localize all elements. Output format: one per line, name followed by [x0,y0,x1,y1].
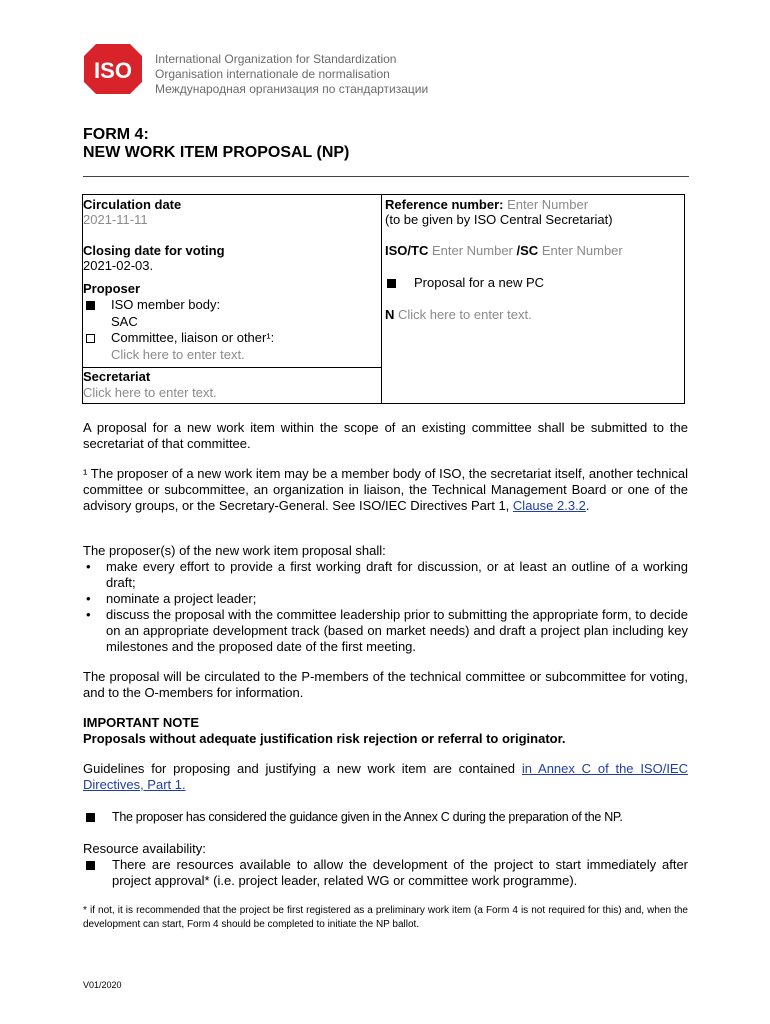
committee-label: Committee, liaison or other¹: [111,330,275,345]
secretariat-value[interactable]: Click here to enter text. [83,385,217,400]
guidance-check-label: The proposer has considered the guidance given in the Annex C during the preparation of the NP. [112,810,623,824]
reference-number-value[interactable]: Enter Number [507,197,589,212]
proposers-intro: The proposer(s) of the new work item proposal shall: [83,543,386,558]
n-label: N [385,307,395,322]
member-body-value[interactable]: SAC [111,314,138,329]
annex-c-link[interactable]: in Annex C of the ISO/IEC Directives, Part 1. [83,761,688,792]
form-title: NEW WORK ITEM PROPOSAL (NP) [83,144,350,161]
reference-note: (to be given by ISO Central Secretariat) [385,212,613,227]
reference-number-row [385,197,588,213]
bullet-2: nominate a project leader; [106,591,257,606]
isotc-label: ISO/TC [385,243,429,258]
table-row-divider [82,367,382,368]
table-column-divider [381,194,382,404]
org-name-ru: Международная организация по стандартизации [155,82,429,96]
guidance-checkbox[interactable] [86,813,95,822]
resource-check-label: There are resources available to allow the development of the project to start immediately after project approval* (i.e. project leader, related WG or committee work programme). [112,857,688,888]
new-pc-label: Proposal for a new PC [414,275,545,290]
circulation-paragraph: The proposal will be circulated to the P-members of the technical committee or subcommittee for voting, and to the O-members for information. [83,669,688,700]
circulation-date-value[interactable]: 2021-11-11 [83,212,148,227]
footnote-paragraph [83,466,688,514]
clause-link[interactable]: Clause 2.3.2 [512,498,586,513]
isotc-row [385,243,623,259]
sc-label: /SC [516,243,539,258]
bullet-1: make every effort to provide a first working draft for discussion, or at least an outline of a working draft; [106,559,688,590]
scope-paragraph: A proposal for a new work item within the scope of an existing committee shall be submitted to the secretariat of that committee. [83,420,688,451]
committee-value[interactable]: Click here to enter text. [111,347,245,362]
member-body-checkbox[interactable] [86,301,95,310]
resource-label: Resource availability: [83,841,206,856]
reference-number-label: Reference number: [385,197,504,212]
sc-value[interactable]: Enter Number [541,243,623,258]
bullet-3: discuss the proposal with the committee leadership prior to submitting the appropriate form, to decide on an appropriate development track (based on market needs) and draft a project plan including key milestones and the proposed date of the first meeting. [106,607,688,654]
org-name-en: International Organization for Standardization [155,52,397,66]
footnote-text: ¹ The proposer of a new work item may be a member body of ISO, the secretariat itself, another technical committee or subcommittee, an organization in liaison, the Technical Management Board or one of the advisory groups, or the Secretary-General. See ISO/IEC Directives Part 1, [83,466,688,513]
logo-text: ISO [94,58,132,83]
org-name-fr: Organisation internationale de normalisation [155,67,390,81]
closing-date-label: Closing date for voting [83,243,225,258]
n-value[interactable]: Click here to enter text. [398,307,532,322]
bullet-marker: • [86,559,91,574]
committee-checkbox[interactable] [86,334,95,343]
secretariat-label: Secretariat [83,369,151,384]
iso-logo [84,44,142,94]
circulation-date-label: Circulation date [83,197,182,212]
version-label: V01/2020 [83,980,122,990]
proposer-label: Proposer [83,281,141,296]
n-row [385,307,532,323]
bullet-marker: • [86,591,91,606]
guidelines-text: Guidelines for proposing and justifying a new work item are contained [83,761,516,776]
asterisk-note: * if not, it is recommended that the project be first registered as a preliminary work item (a Form 4 is not required for this) and, when the development can start, Form 4 should be completed to initiate the NP ballot. [83,905,688,930]
resource-checkbox[interactable] [86,861,95,870]
closing-date-value[interactable]: 2021-02-03. [83,258,154,273]
guidelines-paragraph [83,761,688,793]
new-pc-checkbox[interactable] [387,279,396,288]
header-rule [83,176,689,177]
bullet-marker: • [86,607,91,622]
member-body-label: ISO member body: [111,297,221,312]
footnote-end: . [585,498,590,513]
form-number: FORM 4: [83,126,149,143]
important-note-text: Proposals without adequate justification risk rejection or referral to originator. [83,731,566,746]
isotc-value[interactable]: Enter Number [431,243,513,258]
important-note-title: IMPORTANT NOTE [83,715,200,730]
